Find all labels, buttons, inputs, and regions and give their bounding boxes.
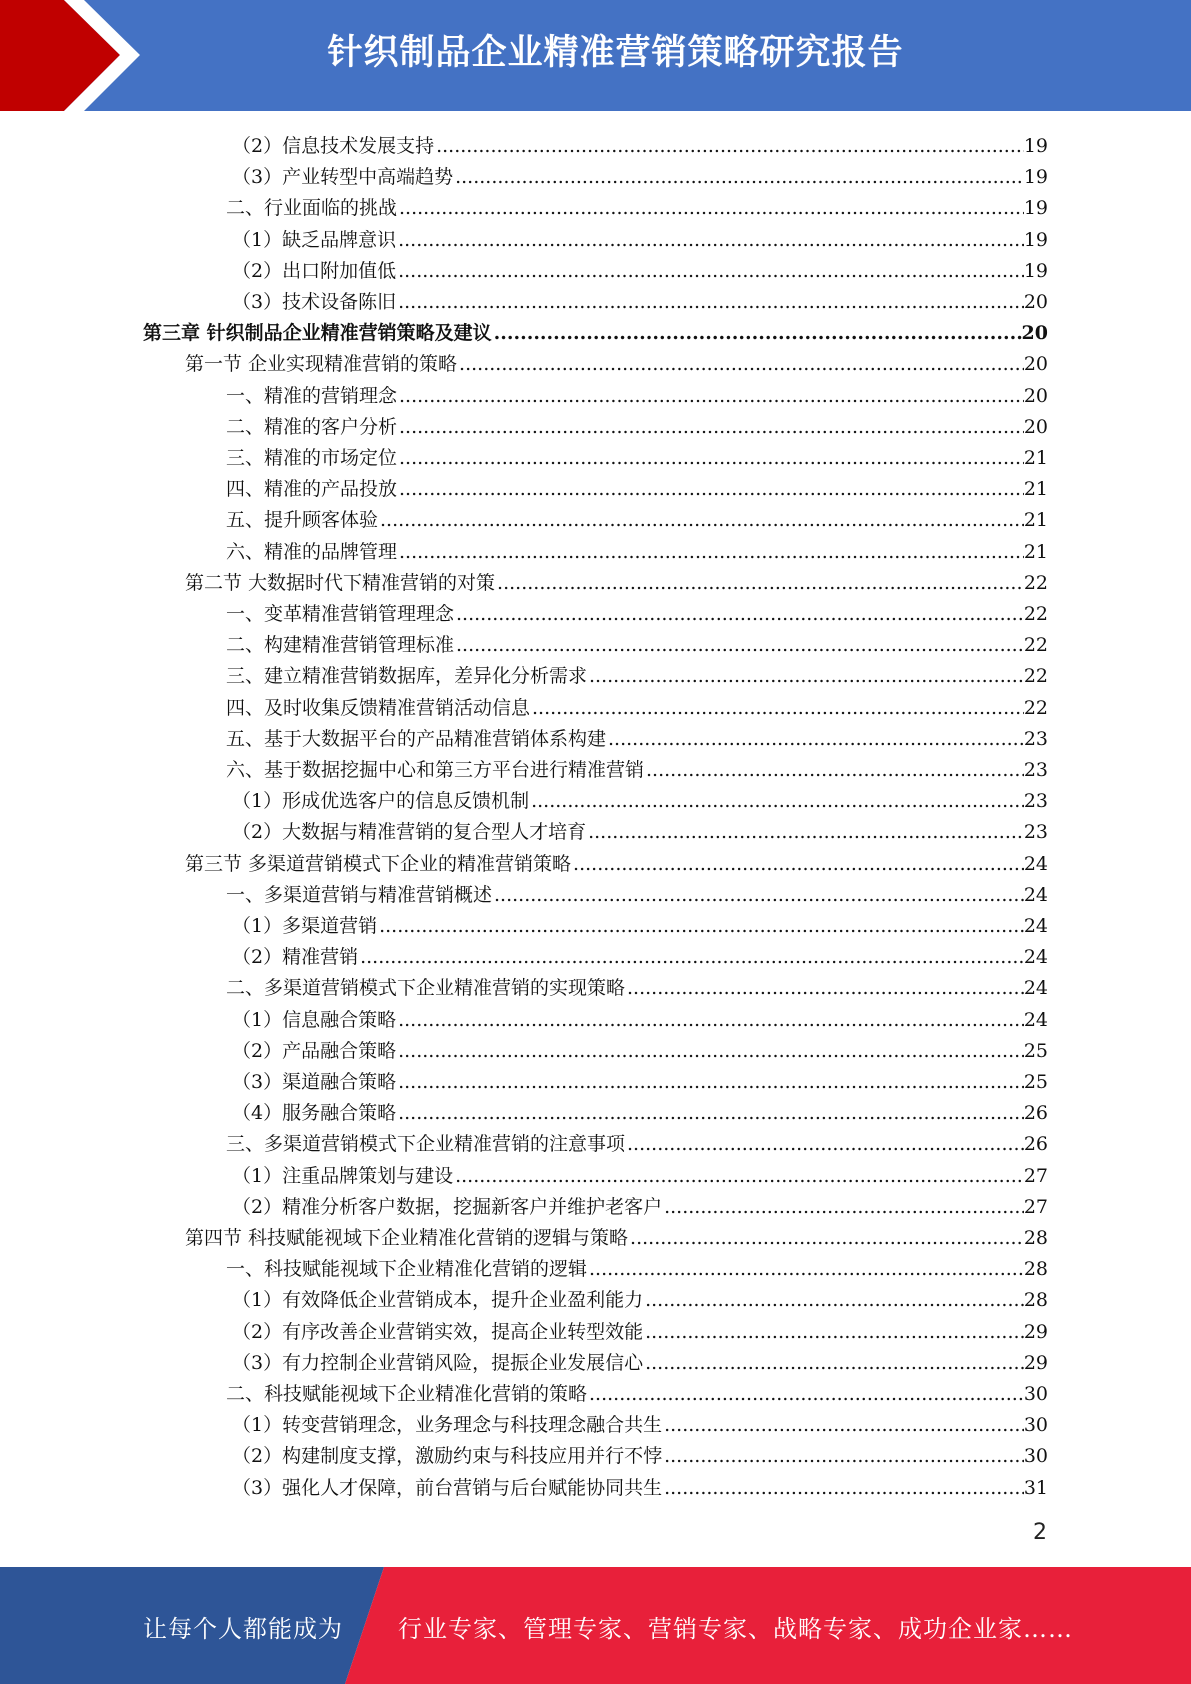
toc-entry-label: （1）形成优选客户的信息反馈机制 bbox=[232, 790, 530, 813]
toc-entry[interactable] bbox=[226, 376, 1048, 407]
toc-leader-dots bbox=[630, 1227, 1024, 1249]
toc-leader-dots bbox=[399, 416, 1024, 438]
toc-entry[interactable] bbox=[226, 594, 1048, 625]
toc-entry-label: 四、及时收集反馈精准营销活动信息 bbox=[226, 696, 531, 719]
toc-leader-dots bbox=[398, 229, 1024, 251]
toc-entry-label: 第一节 企业实现精准营销的策略 bbox=[185, 353, 458, 376]
toc-entry-label: 六、精准的品牌管理 bbox=[226, 540, 398, 563]
toc-entry[interactable] bbox=[232, 251, 1048, 282]
toc-entry-page: 19 bbox=[1023, 228, 1048, 251]
toc-leader-dots bbox=[494, 322, 1022, 344]
toc-entry-label: （3）强化人才保障，前台营销与后台赋能协同共生 bbox=[232, 1476, 663, 1499]
toc-leader-dots bbox=[398, 1102, 1024, 1124]
toc-entry[interactable] bbox=[226, 188, 1048, 219]
toc-entry[interactable] bbox=[232, 1405, 1048, 1436]
toc-leader-dots bbox=[494, 884, 1024, 906]
toc-entry-page: 29 bbox=[1023, 1320, 1048, 1343]
toc-entry-page: 24 bbox=[1023, 852, 1048, 875]
toc-entry-page: 26 bbox=[1023, 1102, 1048, 1125]
toc-entry[interactable] bbox=[232, 282, 1048, 313]
page-footer bbox=[0, 1567, 1191, 1684]
toc-leader-dots bbox=[664, 1445, 1024, 1467]
toc-leader-dots bbox=[573, 853, 1024, 875]
toc-entry-label: （1）有效降低企业营销成本，提升企业盈利能力 bbox=[232, 1289, 644, 1312]
toc-entry[interactable] bbox=[232, 220, 1048, 251]
toc-entry[interactable] bbox=[226, 968, 1048, 999]
toc-leader-dots bbox=[646, 759, 1024, 781]
toc-entry-label: 四、精准的产品投放 bbox=[226, 478, 398, 501]
toc-entry-label: （2）信息技术发展支持 bbox=[232, 135, 435, 157]
toc-leader-dots bbox=[456, 634, 1024, 656]
toc-entry[interactable] bbox=[226, 719, 1048, 750]
toc-entry-label: （2）精准营销 bbox=[232, 946, 359, 969]
toc-leader-dots bbox=[532, 697, 1024, 719]
toc-entry-label: （1）多渠道营销 bbox=[232, 915, 378, 937]
toc-entry-label: （2）产品融合策略 bbox=[232, 1039, 397, 1062]
toc-leader-dots bbox=[645, 1352, 1024, 1374]
toc-entry[interactable] bbox=[226, 625, 1048, 656]
toc-entry-label: 第四节 科技赋能视域下企业精准化营销的逻辑与策略 bbox=[185, 1227, 629, 1249]
toc-entry-page: 27 bbox=[1023, 1195, 1048, 1218]
toc-entry[interactable] bbox=[226, 688, 1048, 719]
toc-leader-dots bbox=[531, 790, 1024, 812]
toc-entry-page: 22 bbox=[1023, 696, 1048, 719]
toc-entry-label: 五、提升顾客体验 bbox=[226, 509, 379, 532]
page-number: 2 bbox=[1033, 1520, 1047, 1545]
toc-leader-dots bbox=[589, 665, 1024, 687]
report-title: 针织制品企业精准营销策略研究报告 bbox=[327, 33, 904, 73]
toc-entry[interactable] bbox=[232, 126, 1048, 157]
toc-entry-page: 20 bbox=[1023, 384, 1048, 407]
toc-entry[interactable] bbox=[232, 781, 1048, 812]
toc-entry[interactable] bbox=[226, 407, 1048, 438]
toc-entry-label: 三、精准的市场定位 bbox=[226, 447, 398, 469]
toc-entry-page: 30 bbox=[1023, 1383, 1048, 1405]
toc-entry-label: （3）有力控制企业营销风险，提振企业发展信心 bbox=[232, 1351, 644, 1374]
toc-entry-label: 二、精准的客户分析 bbox=[226, 415, 398, 438]
toc-leader-dots bbox=[399, 541, 1024, 563]
toc-entry-page: 28 bbox=[1023, 1227, 1048, 1249]
toc-entry-label: （2）精准分析客户数据，挖掘新客户并维护老客户 bbox=[232, 1195, 663, 1218]
toc-leader-dots bbox=[627, 977, 1024, 999]
toc-entry[interactable] bbox=[226, 438, 1048, 469]
toc-entry-label: （3）产业转型中高端趋势 bbox=[232, 166, 454, 189]
toc-entry[interactable] bbox=[232, 1062, 1048, 1093]
toc-entry-label: （3）技术设备陈旧 bbox=[232, 291, 397, 313]
toc-leader-dots bbox=[360, 946, 1024, 968]
toc-entry-page: 24 bbox=[1023, 977, 1048, 1000]
toc-entry-page: 25 bbox=[1023, 1071, 1048, 1093]
toc-entry[interactable] bbox=[232, 1156, 1048, 1187]
toc-entry[interactable] bbox=[232, 1312, 1048, 1343]
toc-entry-page: 19 bbox=[1023, 259, 1048, 282]
toc-entry-page: 19 bbox=[1023, 135, 1048, 157]
toc-entry[interactable] bbox=[232, 1000, 1048, 1031]
toc-leader-dots bbox=[399, 197, 1024, 219]
header-arrow-decoration bbox=[0, 0, 150, 111]
toc-leader-dots bbox=[399, 478, 1024, 500]
toc-entry-label: 六、基于数据挖掘中心和第三方平台进行精准营销 bbox=[226, 759, 645, 781]
toc-leader-dots bbox=[398, 1071, 1024, 1093]
toc-leader-dots bbox=[456, 603, 1024, 625]
toc-entry[interactable] bbox=[226, 532, 1048, 563]
toc-entry-page: 20 bbox=[1021, 322, 1048, 345]
footer-slogan-left: 让每个人都能成为 bbox=[143, 1615, 343, 1643]
toc-entry-page: 21 bbox=[1023, 478, 1048, 501]
toc-entry-page: 20 bbox=[1023, 353, 1048, 376]
toc-entry-page: 19 bbox=[1023, 197, 1048, 220]
toc-entry[interactable] bbox=[232, 1031, 1048, 1062]
toc-entry-page: 21 bbox=[1023, 447, 1048, 469]
toc-leader-dots bbox=[645, 1321, 1024, 1343]
toc-entry-page: 21 bbox=[1023, 509, 1048, 532]
toc-leader-dots bbox=[497, 572, 1024, 594]
toc-leader-dots bbox=[380, 509, 1024, 531]
toc-leader-dots bbox=[399, 447, 1024, 469]
toc-entry-label: （4）服务融合策略 bbox=[232, 1102, 397, 1125]
toc-entry[interactable] bbox=[185, 344, 1048, 375]
toc-leader-dots bbox=[589, 1258, 1024, 1280]
toc-entry[interactable] bbox=[226, 656, 1048, 687]
toc-entry-label: （1）转变营销理念，业务理念与科技理念融合共生 bbox=[232, 1414, 663, 1437]
toc-entry-page: 24 bbox=[1023, 883, 1048, 906]
toc-entry-label: （2）大数据与精准营销的复合型人才培育 bbox=[232, 821, 587, 844]
toc-entry-label: 二、行业面临的挑战 bbox=[226, 197, 398, 220]
toc-entry-page: 24 bbox=[1023, 1008, 1048, 1031]
toc-entry[interactable] bbox=[232, 812, 1048, 843]
toc-leader-dots bbox=[455, 166, 1024, 188]
toc-entry[interactable] bbox=[232, 1468, 1048, 1499]
toc-entry-label: 一、科技赋能视域下企业精准化营销的逻辑 bbox=[226, 1258, 588, 1281]
toc-entry-label: （2）构建制度支撑，激励约束与科技应用并行不悖 bbox=[232, 1445, 663, 1468]
toc-entry-label: 一、多渠道营销与精准营销概述 bbox=[226, 883, 493, 906]
toc-entry[interactable] bbox=[232, 1343, 1048, 1374]
toc-leader-dots bbox=[645, 1289, 1024, 1311]
toc-entry-page: 28 bbox=[1023, 1258, 1048, 1281]
toc-entry-page: 22 bbox=[1023, 603, 1048, 625]
toc-entry-label: 三、多渠道营销模式下企业精准营销的注意事项 bbox=[226, 1133, 626, 1156]
toc-entry-label: 二、科技赋能视域下企业精准化营销的策略 bbox=[226, 1383, 588, 1405]
toc-leader-dots bbox=[399, 385, 1024, 407]
toc-entry[interactable] bbox=[226, 750, 1048, 781]
toc-entry-page: 23 bbox=[1023, 727, 1048, 750]
toc-entry[interactable] bbox=[232, 1187, 1048, 1218]
toc-entry-page: 26 bbox=[1023, 1133, 1048, 1156]
toc-entry[interactable] bbox=[226, 1374, 1048, 1405]
toc-entry-label: 二、构建精准营销管理标准 bbox=[226, 634, 455, 657]
toc-entry-page: 21 bbox=[1023, 540, 1048, 563]
toc-entry[interactable] bbox=[226, 469, 1048, 500]
toc-entry-label: （1）注重品牌策划与建设 bbox=[232, 1164, 454, 1187]
toc-entry-label: （2）出口附加值低 bbox=[232, 259, 397, 282]
toc-entry[interactable] bbox=[226, 875, 1048, 906]
toc-entry[interactable] bbox=[232, 1093, 1048, 1124]
toc-leader-dots bbox=[664, 1477, 1024, 1499]
toc-entry-label: 一、精准的营销理念 bbox=[226, 384, 398, 407]
toc-entry-page: 25 bbox=[1023, 1039, 1048, 1062]
toc-leader-dots bbox=[664, 1196, 1024, 1218]
toc-leader-dots bbox=[608, 728, 1024, 750]
toc-entry-label: 第二节 大数据时代下精准营销的对策 bbox=[185, 571, 496, 594]
toc-entry-label: 第三节 多渠道营销模式下企业的精准营销策略 bbox=[185, 852, 572, 875]
toc-leader-dots bbox=[398, 260, 1024, 282]
toc-entry[interactable] bbox=[226, 1124, 1048, 1155]
toc-entry[interactable] bbox=[232, 906, 1048, 937]
toc-entry-page: 22 bbox=[1023, 571, 1048, 594]
toc-entry-label: （2）有序改善企业营销实效，提高企业转型效能 bbox=[232, 1320, 644, 1343]
toc-entry-page: 23 bbox=[1023, 821, 1048, 844]
toc-entry-label: （1）信息融合策略 bbox=[232, 1008, 397, 1031]
toc-entry-page: 31 bbox=[1023, 1476, 1048, 1499]
toc-leader-dots bbox=[588, 821, 1024, 843]
toc-entry-label: 第三章 针织制品企业精准营销策略及建议 bbox=[143, 322, 492, 345]
toc-entry[interactable] bbox=[226, 1249, 1048, 1280]
toc-leader-dots bbox=[398, 1040, 1024, 1062]
toc-entry-page: 24 bbox=[1023, 946, 1048, 969]
toc-leader-dots bbox=[664, 1414, 1024, 1436]
toc-entry-page: 30 bbox=[1023, 1445, 1048, 1468]
toc-entry-page: 23 bbox=[1023, 759, 1048, 781]
toc-entry-page: 22 bbox=[1023, 665, 1048, 688]
toc-leader-dots bbox=[455, 1165, 1024, 1187]
toc-entry[interactable] bbox=[226, 500, 1048, 531]
toc-entry[interactable] bbox=[143, 313, 1048, 344]
toc-entry-label: 一、变革精准营销管理理念 bbox=[226, 603, 455, 625]
toc-entry[interactable] bbox=[232, 157, 1048, 188]
toc-leader-dots bbox=[627, 1133, 1024, 1155]
toc-leader-dots bbox=[436, 135, 1024, 157]
toc-entry[interactable] bbox=[185, 844, 1048, 875]
toc-leader-dots bbox=[379, 915, 1024, 937]
toc-leader-dots bbox=[398, 291, 1024, 313]
toc-entry-page: 27 bbox=[1023, 1164, 1048, 1187]
toc-leader-dots bbox=[459, 353, 1024, 375]
toc-entry-page: 20 bbox=[1023, 415, 1048, 438]
toc-entry-page: 29 bbox=[1023, 1351, 1048, 1374]
toc-entry[interactable] bbox=[232, 1436, 1048, 1467]
toc-entry-label: 三、建立精准营销数据库，差异化分析需求 bbox=[226, 665, 588, 688]
toc-entry-page: 23 bbox=[1023, 790, 1048, 813]
toc-entry-page: 20 bbox=[1023, 291, 1048, 313]
toc-entry[interactable] bbox=[185, 1218, 1048, 1249]
toc-entry[interactable] bbox=[185, 563, 1048, 594]
toc-entry-page: 28 bbox=[1023, 1289, 1048, 1312]
toc-entry-page: 19 bbox=[1023, 166, 1048, 189]
toc-entry-label: （3）渠道融合策略 bbox=[232, 1071, 397, 1093]
toc-entry-label: 五、基于大数据平台的产品精准营销体系构建 bbox=[226, 727, 607, 750]
toc-leader-dots bbox=[398, 1009, 1024, 1031]
toc-entry[interactable] bbox=[232, 1280, 1048, 1311]
toc-entry[interactable] bbox=[232, 937, 1048, 968]
toc-entry-label: （1）缺乏品牌意识 bbox=[232, 228, 397, 251]
toc-leader-dots bbox=[589, 1383, 1024, 1405]
footer-slogan-right: 行业专家、管理专家、营销专家、战略专家、成功企业家…… bbox=[398, 1615, 1073, 1643]
toc-entry-page: 30 bbox=[1023, 1414, 1048, 1437]
page-header bbox=[0, 0, 1191, 111]
toc-entry-page: 24 bbox=[1023, 915, 1048, 937]
toc-entry-page: 22 bbox=[1023, 634, 1048, 657]
toc-entry-label: 二、多渠道营销模式下企业精准营销的实现策略 bbox=[226, 977, 626, 1000]
